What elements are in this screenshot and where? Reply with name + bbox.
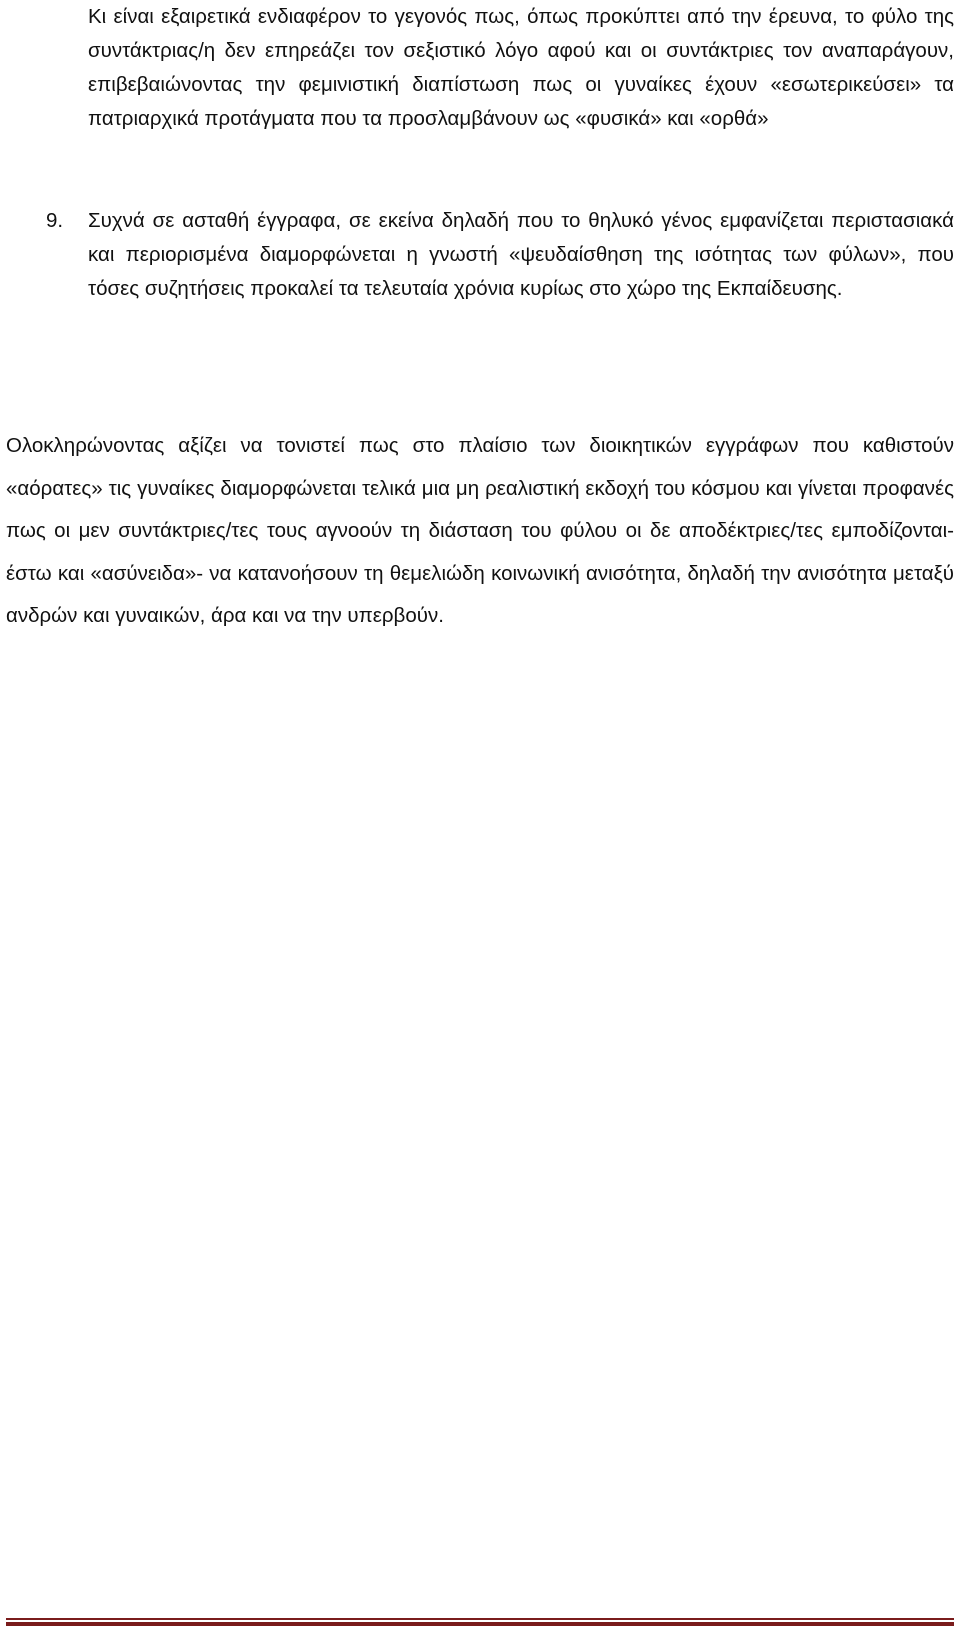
conclusion-paragraph: Ολοκληρώνοντας αξίζει να τονιστεί πως στο πλαίσιο των διοικητικών εγγράφων που καθιστούν «αόρατες» τις γυναίκες διαμορφώνεται τελικά μια μη ρεαλιστική εκδοχή του κόσμου και γίνεται προφανές πως οι μεν συντάκτριες/τες τους αγνοούν τη διάσταση του φύλου οι δε αποδέκτριες/τες εμποδίζονται-έστω και «ασύνειδα»- να κατανοήσουν τη θεμελιώδη κοινωνική ανισότητα, δηλαδή την ανισότητα μεταξύ ανδρών και γυναικών, άρα και να την υπερβούν. bbox=[6, 434, 954, 627]
footer-divider-thin-line bbox=[6, 1618, 954, 1620]
footer-divider-thick-line bbox=[6, 1622, 954, 1626]
list-item-text: Συχνά σε ασταθή έγγραφα, σε εκείνα δηλαδή που το θηλυκό γένος εμφανίζεται περιστασιακά και περιορισμένα διαμορφώνεται η γνωστή «ψευδαίσθηση της ισότητας των φύλων», που τόσες συζητήσεις προκαλεί τα τελευταία χρόνια κυρίως στο χώρο της Εκπαίδευσης. bbox=[88, 209, 954, 300]
footer-divider bbox=[6, 1618, 954, 1626]
list-item-8-continuation: Κι είναι εξαιρετικά ενδιαφέρον το γεγονός πως, όπως προκύπτει από την έρευνα, το φύλο της συντάκτριας/η δεν επηρεάζει τον σεξιστικό λόγο αφού και οι συντάκτριες τον αναπαράγουν, επιβεβαιώνοντας την φεμινιστική διαπίστωση πως οι γυναίκες έχουν «εσωτερικεύσει» τα πατριαρχικά προτάγματα που τα προσλαμβάνουν ως «φυσικά» και «ορθά» bbox=[88, 5, 954, 130]
list-item-marker: 9. bbox=[46, 209, 64, 232]
